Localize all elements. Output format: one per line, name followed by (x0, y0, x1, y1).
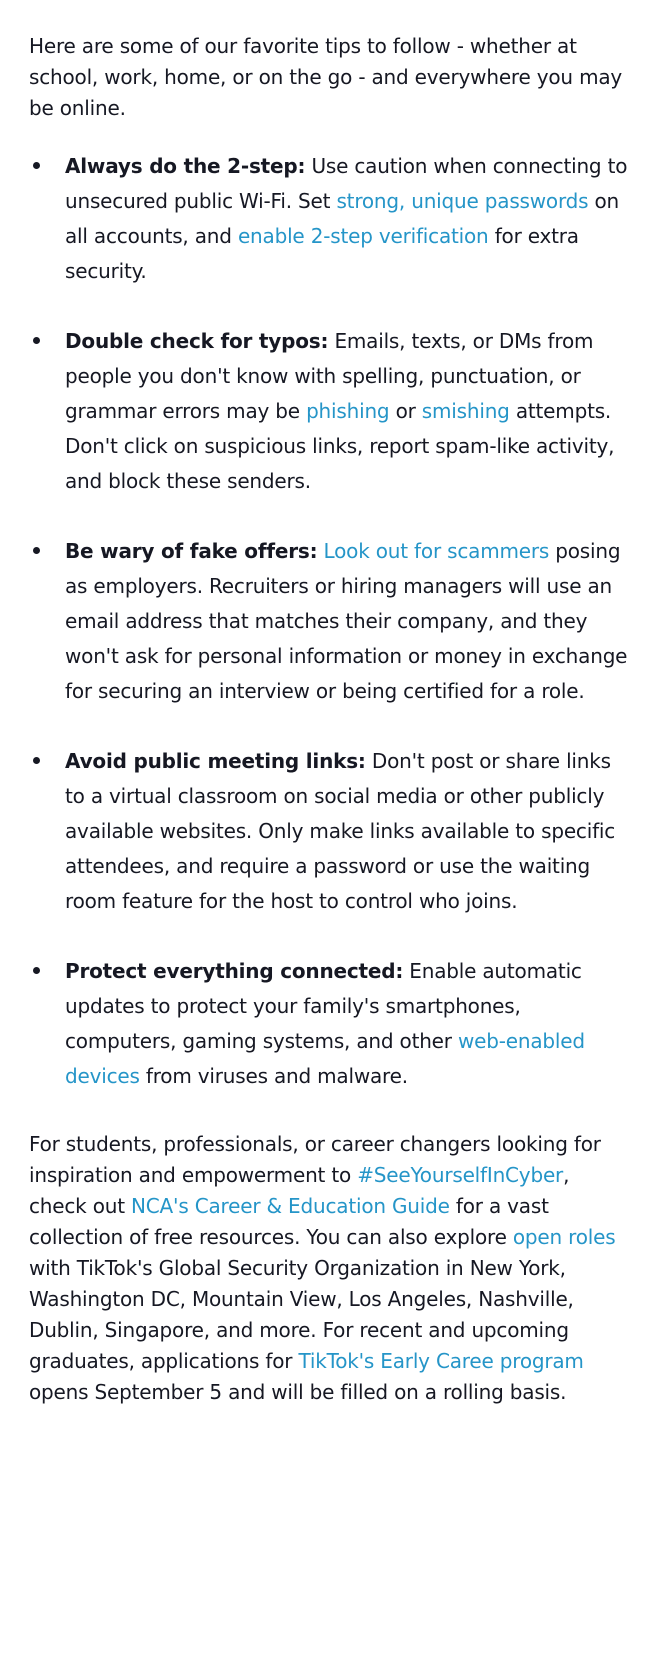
outro-text: with TikTok's Global Security Organization in New York, Washington DC, Mountain View, Los Angeles, Nashville, Dublin, Singapore, and more. For recent and upcoming graduates, applications for (29, 1256, 574, 1373)
early-career-program-link[interactable]: TikTok's Early Caree program (298, 1349, 584, 1373)
career-education-guide-link[interactable]: NCA's Career & Education Guide (131, 1194, 450, 1218)
web-enabled-devices-link[interactable]: web-enabled devices (65, 1029, 585, 1088)
tip-text: Enable automatic updates to protect your family's smartphones, computers, gaming systems, and other (65, 959, 582, 1053)
tip-text: attempts. Don't click on suspicious links, report spam-like activity, and block these senders. (65, 399, 615, 493)
outro-text: opens September 5 and will be filled on a rolling basis. (29, 1380, 567, 1404)
see-yourself-in-cyber-link[interactable]: #SeeYourselfInCyber (357, 1163, 564, 1187)
list-item (29, 534, 629, 709)
intro-paragraph: Here are some of our favorite tips to follow - whether at school, work, home, or on the go - and everywhere you may be online. (29, 34, 623, 120)
tip-text: posing as employers. Recruiters or hiring managers will use an email address that matches their company, and they won't ask for personal information or money in exchange for securing an interview or being certified for a role. (65, 539, 628, 703)
scammers-link[interactable]: Look out for scammers (323, 539, 550, 563)
tip-heading: Be wary of fake offers: (65, 539, 318, 563)
tip-text: Don't post or share links to a virtual classroom on social media or other publicly available websites. Only make links available to specific attendees, and require a password or use the waiting room feature for the host to control who joins. (65, 749, 616, 913)
tip-text: on all accounts, and (65, 189, 620, 248)
two-step-verification-link[interactable]: enable 2-step verification (237, 224, 489, 248)
tip-heading: Always do the 2-step: (65, 154, 306, 178)
tips-list (29, 149, 629, 1094)
list-item (29, 954, 629, 1094)
outro-text: For students, professionals, or career changers looking for inspiration and empowerment to (29, 1132, 601, 1187)
outro-text: , check out (29, 1163, 570, 1218)
list-item (29, 149, 629, 289)
tip-heading: Avoid public meeting links: (65, 749, 366, 773)
strong-passwords-link[interactable]: strong, unique passwords (336, 189, 589, 213)
tip-heading: Double check for typos: (65, 329, 329, 353)
bullet-icon (33, 162, 40, 169)
list-item (29, 324, 629, 499)
bullet-icon (33, 547, 40, 554)
tip-heading: Protect everything connected: (65, 959, 404, 983)
tip-text: Use caution when connecting to unsecured public Wi-Fi. Set (65, 154, 628, 213)
list-item (29, 744, 629, 919)
tip-text: or (389, 399, 422, 423)
bullet-icon (33, 967, 40, 974)
outro-paragraph (29, 1129, 629, 1408)
bullet-icon (33, 337, 40, 344)
bullet-icon (33, 757, 40, 764)
tip-text: from viruses and malware. (139, 1064, 408, 1088)
phishing-link[interactable]: phishing (306, 399, 390, 423)
smishing-link[interactable]: smishing (421, 399, 510, 423)
outro-text: for a vast collection of free resources. You can also explore (29, 1194, 549, 1249)
tip-text: Emails, texts, or DMs from people you don't know with spelling, punctuation, or grammar errors may be (65, 329, 594, 423)
open-roles-link[interactable]: open roles (512, 1225, 616, 1249)
tip-text: for extra security. (65, 224, 579, 283)
